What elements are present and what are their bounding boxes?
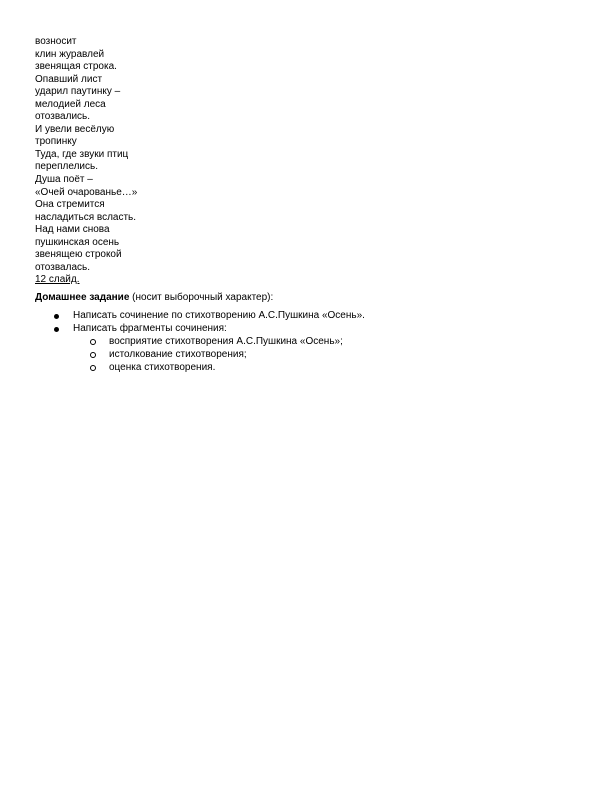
poem-line: мелодией леса: [35, 98, 106, 110]
sub-list-item-text: истолкование стихотворения;: [109, 349, 247, 360]
list-item: [0, 323, 612, 336]
homework-title: Домашнее задание: [35, 292, 130, 303]
poem-line: «Очей очарованье…»: [35, 186, 138, 198]
poem-line: Туда, где звуки птиц: [35, 148, 129, 160]
poem-line: возносит: [35, 36, 77, 47]
list-item-text: Написать сочинение по стихотворению А.С.Пушкина «Осень».: [73, 310, 365, 321]
poem-line: Она стремится: [35, 199, 105, 211]
poem-line: звенящая строка.: [35, 61, 117, 73]
list-item: [0, 310, 612, 323]
poem-line: пушкинская осень: [35, 236, 120, 248]
circle-bullet-icon: [90, 365, 96, 371]
homework-note: (носит выборочный характер):: [129, 292, 274, 303]
poem-line: звенящею строкой: [35, 249, 122, 261]
poem-line: И увели весёлую: [35, 123, 115, 135]
homework-heading: [35, 292, 273, 304]
slide-reference: 12 слайд.: [35, 274, 80, 286]
poem-line: Опавший лист: [35, 73, 103, 85]
poem-line: переплелись.: [35, 161, 98, 173]
poem-line: тропинку: [35, 136, 77, 148]
poem-line: Душа поёт –: [35, 174, 93, 186]
poem-line: отозвались.: [35, 111, 91, 123]
circle-bullet-icon: [90, 339, 96, 345]
sub-list-item: [0, 362, 612, 375]
circle-bullet-icon: [90, 352, 96, 358]
bullet-icon: [54, 327, 59, 332]
list-item-text: Написать фрагменты сочинения:: [73, 323, 227, 334]
poem-line: клин журавлей: [35, 48, 105, 60]
poem-line: насладиться всласть.: [35, 211, 137, 223]
sub-list-item: [0, 349, 612, 362]
sub-list-item-text: оценка стихотворения.: [109, 362, 216, 373]
sub-list-item: [0, 336, 612, 349]
poem-block: [35, 36, 137, 287]
sub-list-item-text: восприятие стихотворения А.С.Пушкина «Осень»;: [109, 336, 343, 347]
bullet-icon: [54, 314, 59, 319]
poem-line: ударил паутинку –: [35, 86, 121, 98]
poem-line: Над нами снова: [35, 224, 110, 236]
poem-line: отозвалась.: [35, 261, 90, 273]
